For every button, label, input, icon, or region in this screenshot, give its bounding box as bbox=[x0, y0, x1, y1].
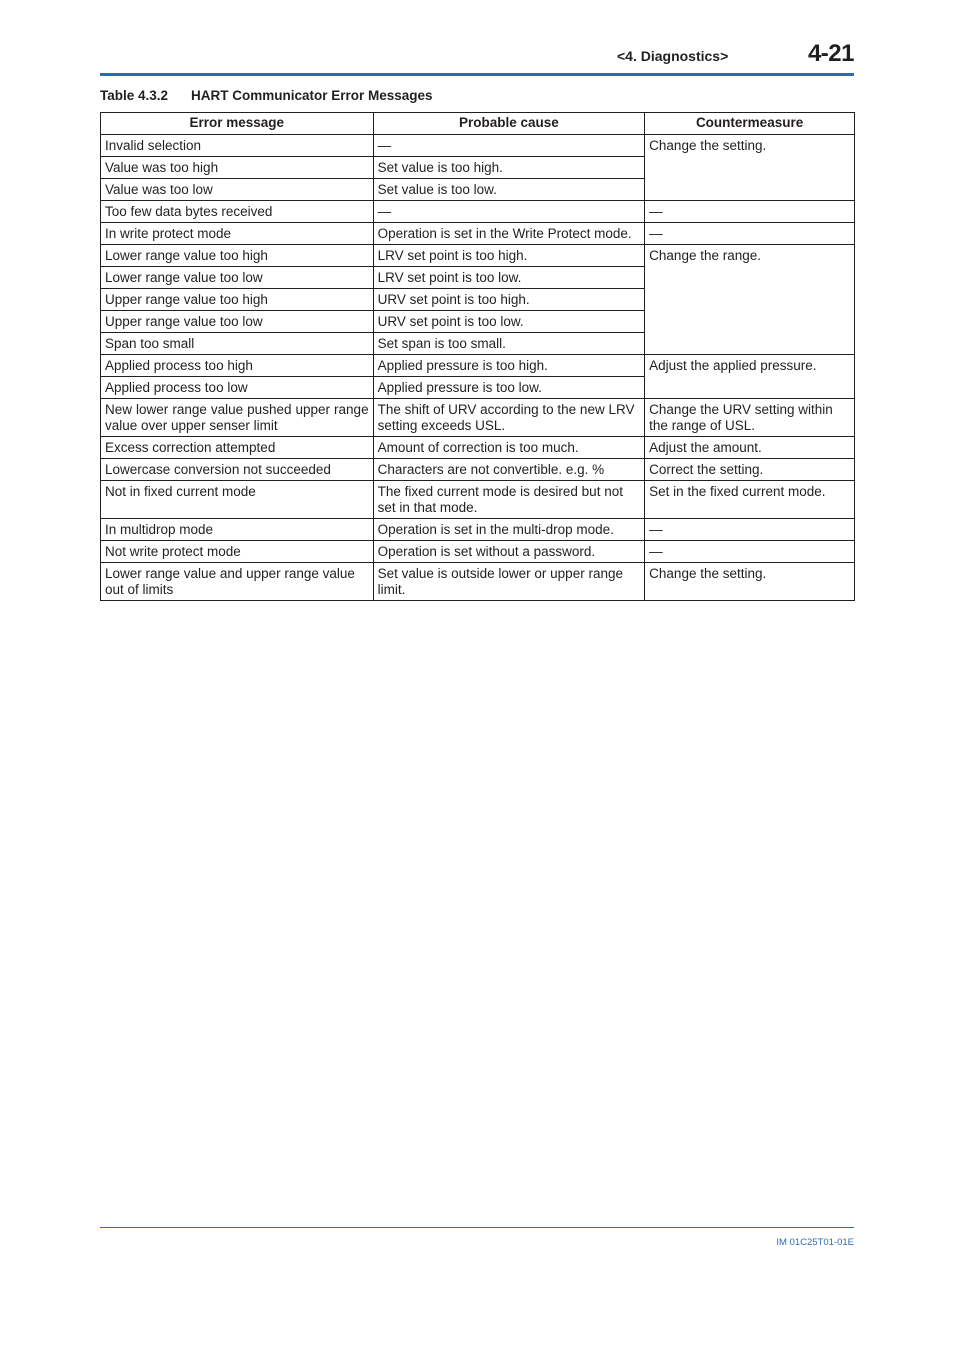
error-message-cell: Excess correction attempted bbox=[101, 437, 374, 459]
countermeasure-cell: — bbox=[645, 223, 855, 245]
footer-rule bbox=[100, 1227, 854, 1228]
table-row bbox=[101, 399, 855, 437]
table-row bbox=[101, 519, 855, 541]
probable-cause-cell: Operation is set in the Write Protect mode. bbox=[373, 223, 645, 245]
countermeasure-cell: Set in the fixed current mode. bbox=[645, 481, 855, 519]
table-row bbox=[101, 201, 855, 223]
document-id: IM 01C25T01-01E bbox=[776, 1237, 854, 1248]
error-message-cell: Lower range value too high bbox=[101, 245, 374, 267]
error-message-cell: Applied process too low bbox=[101, 377, 374, 399]
probable-cause-cell: — bbox=[373, 135, 645, 157]
error-table bbox=[100, 112, 855, 601]
error-message-cell: In multidrop mode bbox=[101, 519, 374, 541]
countermeasure-cell: Correct the setting. bbox=[645, 459, 855, 481]
probable-cause-cell: LRV set point is too high. bbox=[373, 245, 645, 267]
probable-cause-cell: The shift of URV according to the new LRV setting exceeds USL. bbox=[373, 399, 645, 437]
header-rule bbox=[100, 73, 854, 76]
countermeasure-cell: — bbox=[645, 519, 855, 541]
probable-cause-cell: Set span is too small. bbox=[373, 333, 645, 355]
table-row bbox=[101, 563, 855, 601]
page-number: 4-21 bbox=[807, 40, 854, 67]
error-message-cell: Not write protect mode bbox=[101, 541, 374, 563]
error-message-cell: Not in fixed current mode bbox=[101, 481, 374, 519]
countermeasure-cell: Adjust the amount. bbox=[645, 437, 855, 459]
error-message-cell: Too few data bytes received bbox=[101, 201, 374, 223]
probable-cause-cell: URV set point is too low. bbox=[373, 311, 645, 333]
table-header-row bbox=[101, 113, 855, 135]
probable-cause-cell: Operation is set without a password. bbox=[373, 541, 645, 563]
col-header-probable-cause: Probable cause bbox=[373, 113, 645, 135]
probable-cause-cell: — bbox=[373, 201, 645, 223]
error-message-cell: Span too small bbox=[101, 333, 374, 355]
table-number: Table 4.3.2 bbox=[100, 88, 169, 103]
probable-cause-cell: The fixed current mode is desired but not set in that mode. bbox=[373, 481, 645, 519]
table-row bbox=[101, 481, 855, 519]
error-message-cell: Upper range value too high bbox=[101, 289, 374, 311]
error-message-cell: New lower range value pushed upper range value over upper senser limit bbox=[101, 399, 374, 437]
table-row bbox=[101, 223, 855, 245]
countermeasure-cell: — bbox=[645, 541, 855, 563]
probable-cause-cell: Set value is outside lower or upper range limit. bbox=[373, 563, 645, 601]
col-header-error-message: Error message bbox=[101, 113, 374, 135]
probable-cause-cell: Set value is too low. bbox=[373, 179, 645, 201]
probable-cause-cell: Characters are not convertible. e.g. % bbox=[373, 459, 645, 481]
probable-cause-cell: Applied pressure is too high. bbox=[373, 355, 645, 377]
table-row bbox=[101, 355, 855, 377]
table-row bbox=[101, 245, 855, 267]
error-message-cell: Value was too high bbox=[101, 157, 374, 179]
error-message-cell: Applied process too high bbox=[101, 355, 374, 377]
error-message-cell: In write protect mode bbox=[101, 223, 374, 245]
countermeasure-cell: Adjust the applied pressure. bbox=[645, 355, 855, 399]
probable-cause-cell: URV set point is too high. bbox=[373, 289, 645, 311]
countermeasure-cell: Change the URV setting within the range of USL. bbox=[645, 399, 855, 437]
probable-cause-cell: Applied pressure is too low. bbox=[373, 377, 645, 399]
table-caption bbox=[100, 88, 433, 103]
table-row bbox=[101, 541, 855, 563]
col-header-countermeasure: Countermeasure bbox=[645, 113, 855, 135]
probable-cause-cell: LRV set point is too low. bbox=[373, 267, 645, 289]
error-message-cell: Upper range value too low bbox=[101, 311, 374, 333]
probable-cause-cell: Amount of correction is too much. bbox=[373, 437, 645, 459]
error-message-cell: Value was too low bbox=[101, 179, 374, 201]
countermeasure-cell: Change the setting. bbox=[645, 135, 855, 201]
probable-cause-cell: Operation is set in the multi-drop mode. bbox=[373, 519, 645, 541]
table-row bbox=[101, 459, 855, 481]
countermeasure-cell: — bbox=[645, 201, 855, 223]
error-message-cell: Invalid selection bbox=[101, 135, 374, 157]
countermeasure-cell: Change the range. bbox=[645, 245, 855, 355]
error-message-cell: Lower range value and upper range value out of limits bbox=[101, 563, 374, 601]
countermeasure-cell: Change the setting. bbox=[645, 563, 855, 601]
probable-cause-cell: Set value is too high. bbox=[373, 157, 645, 179]
table-row bbox=[101, 437, 855, 459]
section-title: <4. Diagnostics> bbox=[617, 48, 729, 64]
error-message-cell: Lower range value too low bbox=[101, 267, 374, 289]
table-title: HART Communicator Error Messages bbox=[191, 88, 433, 103]
table-row bbox=[101, 135, 855, 157]
error-message-cell: Lowercase conversion not succeeded bbox=[101, 459, 374, 481]
